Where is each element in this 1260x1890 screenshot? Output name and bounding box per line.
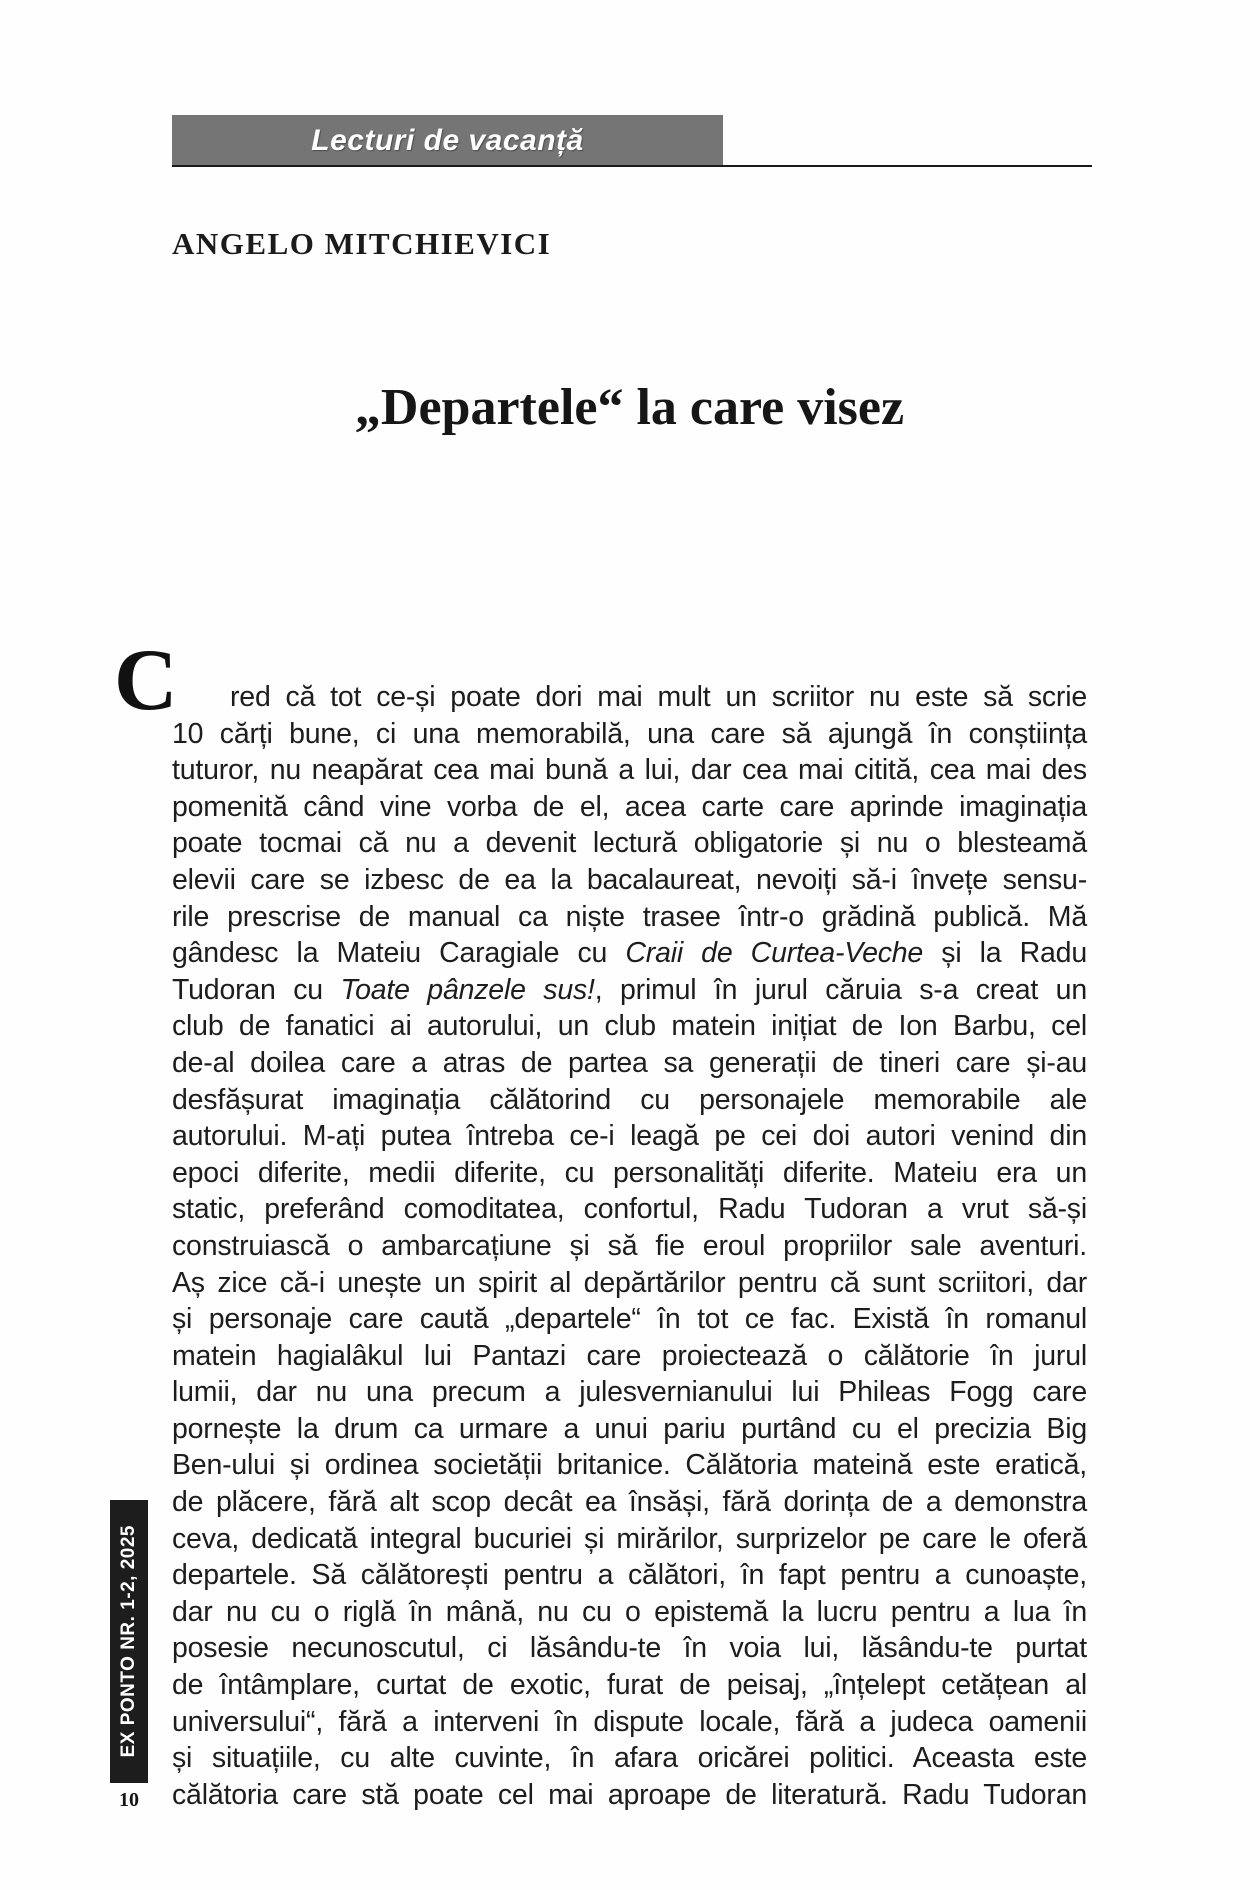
body-line: călătoria care stă poate cel mai aproape de literatură. Radu Tudoran [172,1778,1087,1811]
body-line [172,935,1087,972]
body-line: desfășurat imaginația călătorind cu personajele memorabile ale [172,1083,1087,1116]
body-line-text: Tudoran cu [172,973,341,1006]
body-line [172,972,1087,1009]
body-line: lumii, dar nu una precum a julesvernianului lui Phileas Fogg care [172,1376,1087,1409]
body-line: de plăcere, fără alt scop decât ea însăși, fără dorința de a demonstra [172,1486,1087,1519]
journal-spine-bar [110,1500,148,1783]
journal-issue-label: EX PONTO NR. 1-2, 2025 [118,1525,139,1758]
book-title-italic: Toate pânzele sus! [340,973,595,1006]
body-line: pomenită când vine vorba de el, acea carte care aprinde imaginația [172,790,1087,823]
page-number: 10 [119,1789,139,1811]
section-label: Lecturi de vacanță [311,124,584,157]
header-rule [172,165,1092,167]
body-line: de întâmplare, curtat de exotic, furat de peisaj, „înțelept cetățean al [172,1669,1087,1702]
body-line [114,632,1087,729]
body-line: Ben-ului și ordinea societății britanice. Călătoria mateină este eratică, [172,1449,1087,1482]
body-line-text: red că tot ce-și poate dori mai mult un scriitor nu este să scrie [230,681,1087,713]
body-line: universului“, fără a interveni în dispute locale, fără a judeca oamenii [172,1705,1087,1738]
body-line: departele. Să călătorești pentru a călători, în fapt pentru a cunoaște, [172,1559,1087,1592]
article-title: „Departele“ la care visez [354,379,905,436]
body-line: matein hagialâkul lui Pantazi care proiectează o călătorie în jurul [172,1339,1087,1372]
body-line: și personaje care caută „departele“ în tot ce fac. Există în romanul [172,1303,1087,1336]
body-line-text: și la Radu [923,937,1087,970]
body-line: autorului. M-ați putea întreba ce-i leagă pe cei doi autori venind din [172,1120,1087,1153]
body-line: construiască o ambarcațiune și să fie eroul propriilor sale aventuri. [172,1229,1087,1262]
drop-cap: C [114,632,178,729]
body-line: club de fanatici ai autorului, un club matein inițiat de Ion Barbu, cel [172,1010,1087,1043]
body-line: elevii care se izbesc de ea la bacalaureat, nevoiți să-i învețe sensu- [172,863,1087,896]
body-line: și situațiile, cu alte cuvinte, în afara oricărei politici. Aceasta este [172,1742,1087,1775]
body-line: de-al doilea care a atras de partea sa generații de tineri care și-au [172,1046,1087,1079]
author-name: ANGELO MITCHIEVICI [172,226,552,261]
body-line: tuturor, nu neapărat cea mai bună a lui, dar cea mai citită, cea mai des [172,754,1087,787]
body-line: rile prescrise de manual ca niște trasee într-o grădină publică. Mă [172,900,1087,933]
section-header-bar [172,115,723,167]
body-line: poate tocmai că nu a devenit lectură obligatorie și nu o blesteamă [172,827,1087,860]
body-line: ceva, dedicată integral bucuriei și mirărilor, surprizelor pe care le oferă [172,1522,1087,1555]
book-title-italic: Craii de Curtea-Veche [625,937,924,970]
body-line-text: , primul în jurul căruia s-a creat un [594,973,1087,1006]
body-line: posesie necunoscutul, ci lăsându-te în voia lui, lăsându-te purtat [172,1632,1087,1665]
body-line: static, preferând comoditatea, confortul, Radu Tudoran a vrut să-și [172,1193,1087,1226]
body-line: Aș zice că-i unește un spirit al depărtărilor pentru că sunt scriitori, dar [172,1266,1087,1299]
body-line: 10 cărți bune, ci una memorabilă, una care să ajungă în conștiința [172,717,1087,750]
body-line: epoci diferite, medii diferite, cu personalități diferite. Mateiu era un [172,1156,1087,1189]
body-line-text: gândesc la Mateiu Caragiale cu [172,937,626,970]
body-line: pornește la drum ca urmare a unui pariu purtând cu el precizia Big [172,1412,1087,1445]
body-line: dar nu cu o riglă în mână, nu cu o epistemă la lucru pentru a lua în [172,1595,1087,1628]
